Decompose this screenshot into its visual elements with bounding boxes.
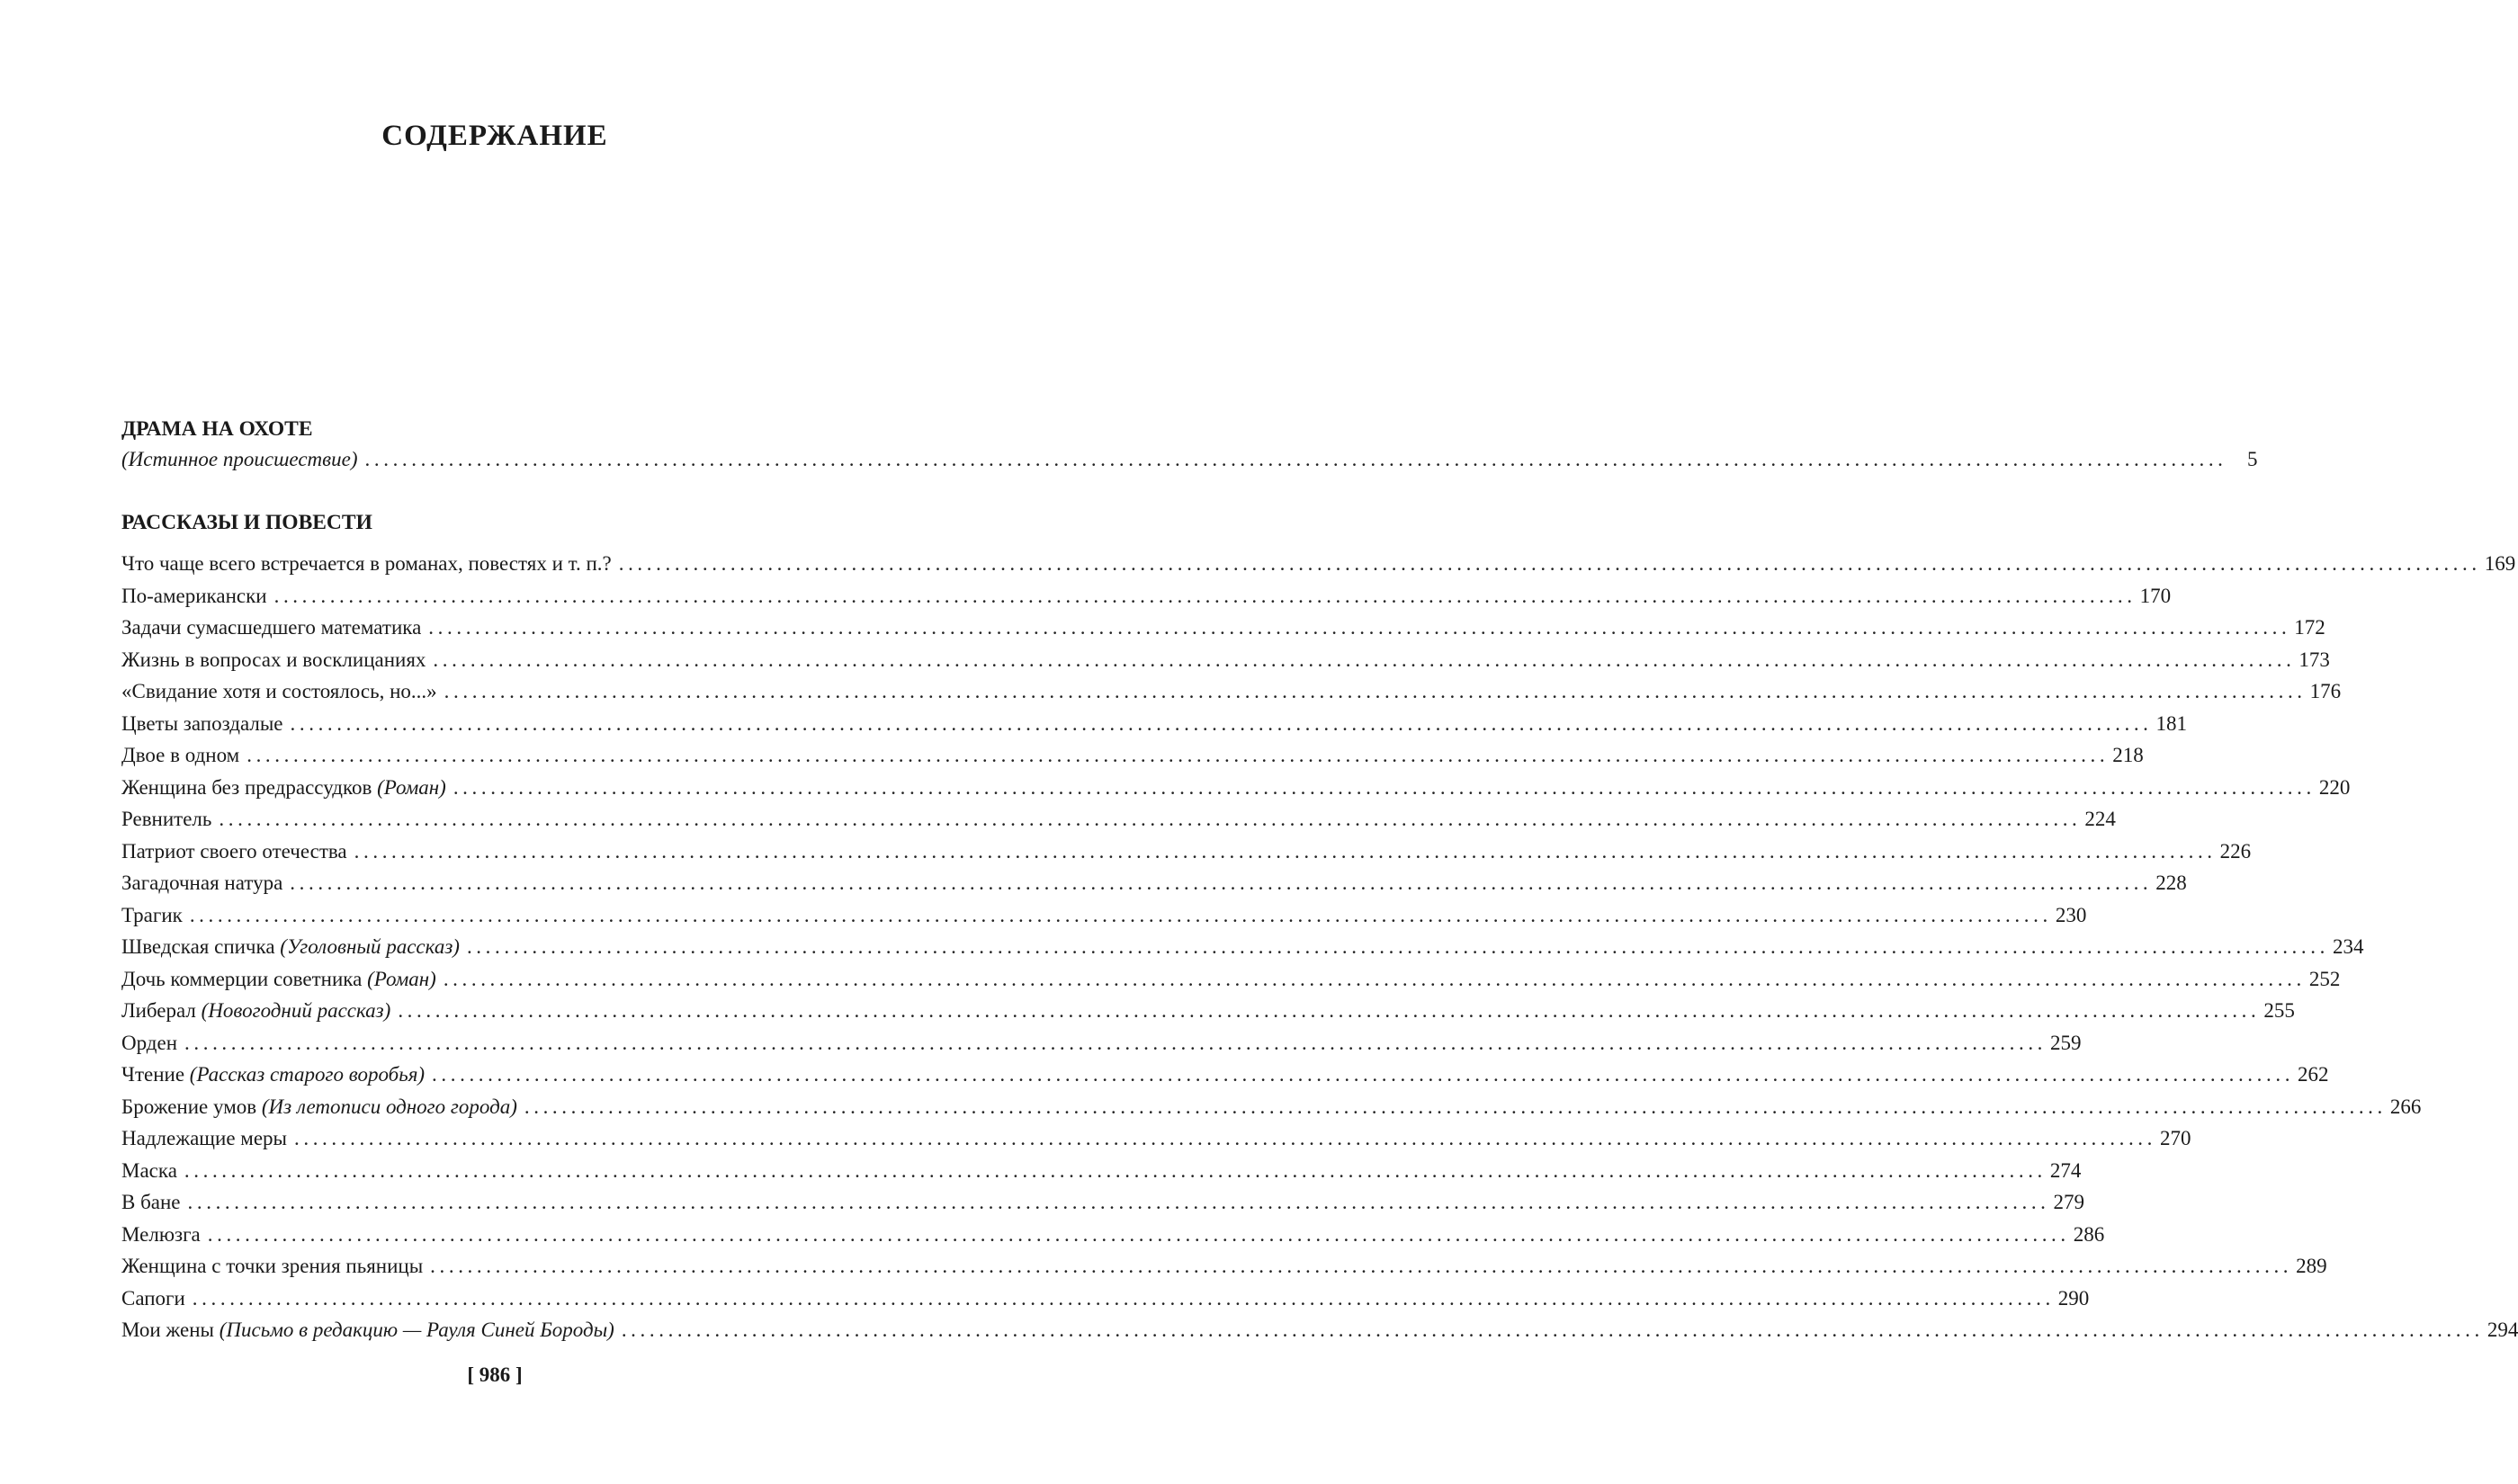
entry-title-group [121, 1027, 177, 1059]
entry-page-number: 230 [2055, 903, 2087, 926]
toc-entry [121, 1155, 2082, 1187]
entry-subtitle: (Новогодний рассказ) [201, 999, 391, 1022]
entry-title: «Свидание хотя и состоялось, но...» [121, 680, 437, 702]
dot-leader: ........................................................................................................................................................................................................ [187, 1191, 2050, 1213]
toc-section-drama [121, 415, 2258, 476]
toc-entries [121, 548, 2518, 1346]
entry-title: Мелюзга [121, 1222, 201, 1246]
dot-leader: ........................................................................................................................................................................................................ [364, 448, 2227, 470]
dot-leader: ........................................................................................................................................................................................................ [443, 967, 2306, 990]
entry-subtitle: (Истинное происшествие) [121, 448, 358, 470]
toc-entry [121, 931, 2364, 963]
dot-leader: ........................................................................................................................................................................................................ [432, 1063, 2295, 1086]
dot-leader: ........................................................................................................................................................................................................ [398, 999, 2261, 1022]
toc-entry [121, 1091, 2422, 1123]
entry-page-number: 252 [2308, 967, 2341, 990]
toc-entry [121, 836, 2252, 868]
entry-page-number: 173 [2298, 648, 2330, 671]
toc-entry [121, 708, 2188, 740]
entry-subtitle: (Уголовный рассказ) [280, 935, 460, 958]
dot-leader: ........................................................................................................................................................................................................ [618, 552, 2481, 575]
entry-page-number: 286 [2073, 1222, 2105, 1246]
entry-subtitle: (Рассказ старого воробья) [189, 1063, 426, 1086]
entry-title: В бане [121, 1191, 181, 1213]
entry-title: Цветы запоздалые [121, 711, 283, 735]
entry-title: Либерал [121, 999, 196, 1022]
entry-title-group [121, 867, 282, 899]
toc-entry [121, 612, 2325, 644]
entry-title-group [121, 644, 426, 676]
dot-leader: ........................................................................................................................................................................................................ [184, 1158, 2047, 1182]
entry-page-number: 255 [2263, 999, 2295, 1022]
entry-title: Дочь коммерции советника [121, 967, 363, 990]
dot-leader: ........................................................................................................................................................................................................ [294, 1127, 2156, 1149]
entry-page-number: 294 [2487, 1319, 2518, 1341]
entry-page-number: 228 [2155, 872, 2187, 894]
toc-entry [121, 1283, 2090, 1315]
entry-title-group [121, 580, 267, 612]
entry-title-group [121, 931, 460, 963]
entry-page-number: 176 [2309, 680, 2342, 702]
entry-page-number: 169 [2484, 552, 2516, 575]
dot-leader: ........................................................................................................................................................................................................ [219, 808, 2082, 830]
toc-entry [121, 899, 2087, 932]
entry-title: Орден [121, 1031, 178, 1054]
entry-title-group [121, 675, 437, 708]
toc-entry [121, 1250, 2327, 1283]
entry-title: Маска [121, 1158, 177, 1182]
toc-entry [121, 1314, 2518, 1346]
toc-entry [121, 548, 2516, 580]
entry-page-number: 181 [2155, 711, 2188, 735]
dot-leader: ........................................................................................................................................................................................................ [453, 775, 2316, 799]
toc-entry [121, 1186, 2085, 1219]
toc-entry [121, 1122, 2191, 1155]
dot-leader: ........................................................................................................................................................................................................ [246, 744, 2110, 766]
entry-page-number: 172 [2294, 616, 2325, 639]
entry-title-group [121, 1283, 185, 1315]
entry-page-number: 218 [2112, 744, 2144, 766]
entry-page-number: 226 [2219, 839, 2252, 863]
entry-title-group [121, 836, 347, 868]
entry-title-group [121, 1186, 181, 1219]
dot-leader: ........................................................................................................................................................................................................ [184, 1031, 2048, 1054]
toc-entry [121, 1027, 2082, 1059]
entry-subtitle: (Роман) [377, 775, 446, 799]
dot-leader: ........................................................................................................................................................................................................ [433, 648, 2296, 671]
entry-subtitle: (Из летописи одного города) [261, 1095, 517, 1118]
entry-title-group [121, 739, 239, 772]
dot-leader: ........................................................................................................................................................................................................ [444, 680, 2307, 702]
entry-page-number: 290 [2057, 1286, 2090, 1310]
entry-page-number: 262 [2298, 1063, 2329, 1086]
entry-page-number: 220 [2318, 775, 2351, 799]
entry-title-group [121, 963, 436, 996]
entry-title-group [121, 548, 612, 580]
toc-entry [121, 963, 2341, 996]
page-title: СОДЕРЖАНИЕ [381, 120, 608, 152]
entry-title: Задачи сумасшедшего математика [121, 616, 422, 639]
toc-entry [121, 644, 2330, 676]
entry-title: Женщина без предрассудков [121, 775, 372, 799]
toc-entry [121, 675, 2342, 708]
entry-page-number: 5 [2247, 448, 2258, 470]
toc-entry [121, 867, 2187, 899]
entry-title-group [121, 1219, 201, 1251]
dot-leader: ........................................................................................................................................................................................................ [189, 903, 2052, 926]
toc-section-stories [121, 508, 2518, 1346]
entry-title-group [121, 1314, 614, 1346]
entry-title: Что чаще всего встречается в романах, повестях и т. п.? [121, 552, 612, 575]
entry-page-number: 224 [2084, 808, 2116, 830]
entry-subtitle: (Роман) [367, 967, 436, 990]
entry-title-group [121, 803, 211, 836]
entry-page-number: 266 [2389, 1095, 2422, 1118]
dot-leader: ........................................................................................................................................................................................................ [273, 584, 2137, 607]
toc-entry [121, 803, 2116, 836]
dot-leader: ........................................................................................................................................................................................................ [354, 839, 2217, 863]
entry-subtitle: (Письмо в редакцию — Рауля Синей Бороды) [219, 1319, 614, 1341]
dot-leader: ........................................................................................................................................................................................................ [290, 711, 2153, 735]
entry-title: Сапоги [121, 1286, 185, 1310]
entry-title-group [121, 443, 358, 476]
entry-page-number: 289 [2296, 1255, 2327, 1277]
entry-title-group [121, 612, 421, 644]
dot-leader: ........................................................................................................................................................................................................ [524, 1095, 2387, 1118]
entry-title-group [121, 772, 446, 804]
entry-page-number: 234 [2332, 935, 2364, 958]
toc-entry [121, 580, 2172, 612]
toc-entry [121, 1059, 2329, 1091]
entry-title-group [121, 1155, 177, 1187]
page-number: [ 986 ] [467, 1363, 523, 1386]
toc-entry [121, 772, 2351, 804]
entry-title: Ревнитель [121, 808, 212, 830]
entry-title-group [121, 708, 283, 740]
entry-page-number: 259 [2050, 1031, 2082, 1054]
toc-entry [121, 443, 2258, 476]
entry-title: Женщина с точки зрения пьяницы [121, 1255, 424, 1277]
entry-title-group [121, 1059, 425, 1091]
entry-title: Двое в одном [121, 744, 240, 766]
entry-title: Мои жены [121, 1319, 214, 1341]
dot-leader: ........................................................................................................................................................................................................ [428, 616, 2291, 639]
entry-title-group [121, 1122, 287, 1155]
entry-title-group [121, 995, 390, 1027]
toc-entry [121, 995, 2295, 1027]
dot-leader: ........................................................................................................................................................................................................ [466, 935, 2329, 958]
toc-entry [121, 739, 2144, 772]
toc-entry [121, 1219, 2105, 1251]
entry-title: Жизнь в вопросах и восклицаниях [121, 648, 426, 671]
entry-page-number: 270 [2160, 1127, 2191, 1149]
entry-title: Шведская спичка [121, 935, 275, 958]
entry-title: По-американски [121, 584, 267, 607]
entry-page-number: 279 [2053, 1191, 2085, 1213]
entry-title: Загадочная натура [121, 872, 283, 894]
section-heading: ДРАМА НА ОХОТЕ [121, 417, 313, 441]
entry-title: Патриот своего отечества [121, 839, 347, 863]
entry-title: Брожение умов [121, 1095, 257, 1118]
dot-leader: ........................................................................................................................................................................................................ [621, 1319, 2484, 1341]
entry-title-group [121, 1091, 517, 1123]
entry-page-number: 170 [2139, 584, 2172, 607]
dot-leader: ........................................................................................................................................................................................................ [192, 1286, 2055, 1310]
dot-leader: ........................................................................................................................................................................................................ [207, 1222, 2070, 1246]
toc-entries [121, 443, 2258, 476]
dot-leader: ........................................................................................................................................................................................................ [430, 1255, 2293, 1277]
entry-title-group [121, 1250, 423, 1283]
entry-title: Надлежащие меры [121, 1127, 287, 1149]
entry-title-group [121, 899, 183, 932]
dot-leader: ........................................................................................................................................................................................................ [290, 872, 2153, 894]
entry-title: Трагик [121, 903, 183, 926]
section-heading: РАССКАЗЫ И ПОВЕСТИ [121, 511, 372, 534]
entry-title: Чтение [121, 1063, 185, 1086]
entry-page-number: 274 [2049, 1158, 2082, 1182]
